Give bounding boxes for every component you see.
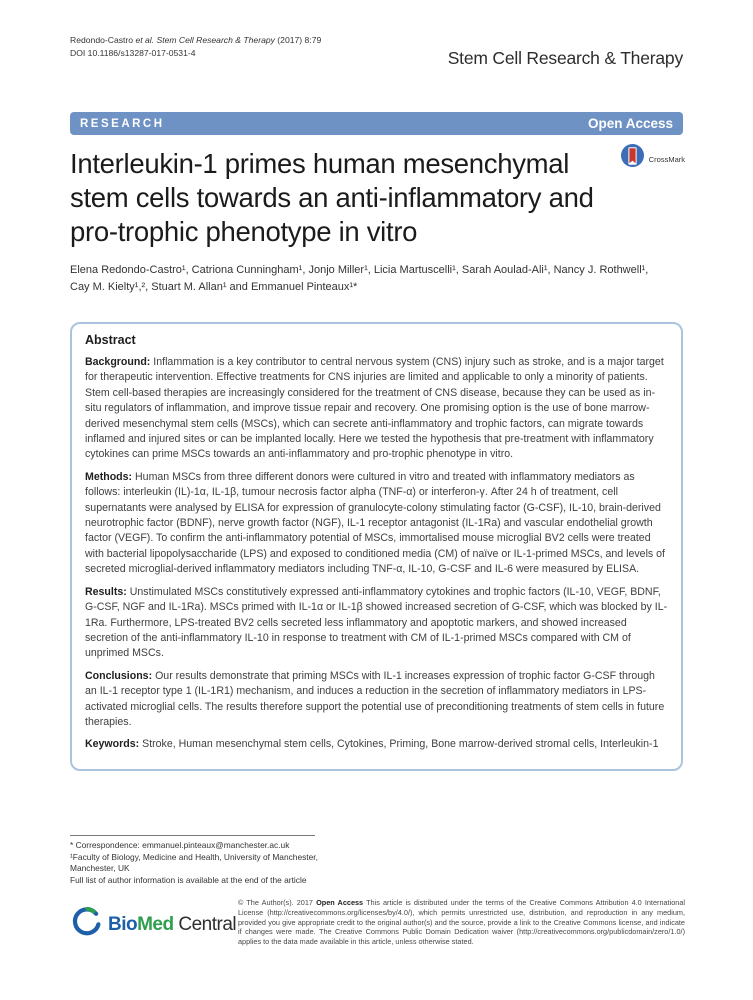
- publisher-strip: [70, 898, 685, 947]
- citation-block: [70, 34, 321, 60]
- citation-suffix: (2017) 8:79: [274, 35, 322, 45]
- abstract-heading: Abstract: [85, 333, 136, 347]
- correspondence-line: * Correspondence: emmanuel.pinteaux@manchester.ac.uk: [70, 840, 290, 850]
- abstract-methods-text: Human MSCs from three different donors were cultured in vitro and treated with inflammatory mediators as follows: interleukin (IL)-1α, IL-1β, tumour necrosis factor alpha (TNF-α) or interferon-γ. After 24 h of treatment, cell supernatants were analysed by ELISA for expression of granulocyte-colony stimulating factor (G-CSF), IL-10, brain-derived neurotrophic factor (BDNF), nerve growth factor (NGF), IL-1 receptor antagonist (IL-1Ra) and vascular endothelial growth factor (VEGF). To confirm the anti-inflammatory potential of MSCs, immortalised mouse microglial BV2 cells were treated with bacterial lipopolysaccharide (LPS) and exposed to conditioned media (CM) of naïve or IL-1-primed MSCs, and levels of secreted microglial-derived inflammatory mediators including TNF-α, IL-10, G-CSF and IL-6 were measured by ELISA.: [85, 470, 665, 576]
- copyright-prefix: © The Author(s). 2017: [238, 898, 317, 907]
- biomed-central-wordmark: [108, 914, 236, 936]
- abstract-methods-label: Methods:: [85, 470, 133, 483]
- logo-central-text: Central: [173, 914, 237, 935]
- abstract-conclusions-label: Conclusions:: [85, 669, 153, 682]
- abstract-background-text: Inflammation is a key contributor to central nervous system (CNS) injury such as stroke, and is a major target for therapeutic intervention. Effective treatments for CNS injuries are limited and applicable to only a minority of patients. Stem cell-based therapies are increasingly considered for the treatment of CNS disease, because they can be used as in-situ regulators of inflammation, and improve tissue repair and recovery. One promising option is the use of bone marrow-derived mesenchymal stem cells (MSCs), which can secrete anti-inflammatory and trophic factors, can migrate towards inflamed and injured sites or can be implanted locally. Here we tested the hypothesis that pre-treatment with inflammatory cytokines can prime MSCs towards an anti-inflammatory and pro-trophic phenotype in vitro.: [85, 356, 664, 461]
- abstract-results: [85, 585, 668, 662]
- logo-bio-text: Bio: [108, 914, 138, 935]
- citation-journal-italic: et al. Stem Cell Research & Therapy: [135, 35, 275, 45]
- abstract-results-text: Unstimulated MSCs constitutively expressed anti-inflammatory cytokines and trophic factors (IL-10, VEGF, BDNF, G-CSF, NGF and IL-1Ra). MSCs primed with IL-1α or IL-1β showed increased secretion of G-CSF, which was blocked by IL-1Ra. Furthermore, LPS-treated BV2 cells secreted less inflammatory and apoptotic markers, and showed increased secretion of the anti-inflammatory IL-10 in response to treatment with CM of IL-1-primed MSCs compared with CM of unprimed MSCs.: [85, 585, 668, 660]
- abstract-conclusions: [85, 669, 668, 731]
- footnote-divider: [70, 835, 315, 836]
- abstract-background-label: Background:: [85, 356, 151, 368]
- abstract-keywords: [85, 737, 668, 752]
- citation-line: [70, 34, 321, 47]
- logo-med-text: Med: [137, 914, 174, 935]
- banner-category-label: RESEARCH: [80, 117, 165, 130]
- copyright-open-access: Open Access: [316, 898, 364, 907]
- open-access-label: Open Access: [587, 116, 673, 131]
- doi-line: DOI 10.1186/s13287-017-0531-4: [70, 48, 196, 58]
- abstract-results-label: Results:: [85, 585, 127, 598]
- abstract-box: [70, 322, 683, 771]
- article-title: Interleukin-1 primes human mesenchymal stem cells towards an anti-inflammatory and pro-trophic phenotype in vitro: [70, 148, 594, 247]
- citation-prefix: Redondo-Castro: [70, 35, 136, 45]
- journal-name: Stem Cell Research & Therapy: [447, 48, 683, 68]
- crossmark-label: CrossMark: [648, 154, 685, 164]
- crossmark-badge[interactable]: [620, 143, 685, 175]
- footnote-block: [70, 835, 320, 886]
- biomed-central-circle-icon: [70, 906, 103, 944]
- crossmark-icon: [620, 143, 645, 175]
- abstract-keywords-label: Keywords:: [85, 738, 140, 751]
- author-info-note: Full list of author information is available at the end of the article: [70, 874, 307, 885]
- affiliation-line: ¹Faculty of Biology, Medicine and Health, University of Manchester, Manchester, UK: [70, 851, 318, 874]
- category-banner: [70, 112, 683, 135]
- copyright-notice: [238, 898, 685, 947]
- abstract-keywords-text: Stroke, Human mesenchymal stem cells, Cytokines, Priming, Bone marrow-derived stromal cells, Interleukin-1: [142, 738, 659, 751]
- biomed-central-logo: [70, 906, 237, 944]
- abstract-background: [85, 355, 668, 463]
- abstract-methods: [85, 470, 668, 578]
- copyright-body: This article is distributed under the terms of the Creative Commons Attribution 4.0 International License (http://creativecommons.org/licenses/by/4.0/), which permits unrestricted use, distribution, and reproduction in any medium, provided you give appropriate credit to the original author(s) and the source, provide a link to the Creative Commons license, and indicate if changes were made. The Creative Commons Public Domain Dedication waiver (http://creativecommons.org/publicdomain/zero/1.0/) applies to the data made available in this article, unless otherwise stated.: [238, 898, 686, 947]
- page-header: [70, 34, 683, 69]
- abstract-conclusions-text: Our results demonstrate that priming MSCs with IL-1 increases expression of trophic factor G-CSF through an IL-1 receptor type 1 (IL-1R1) mechanism, and induces a reduction in the secretion of inflammatory mediators in LPS-activated microglial cells. The results therefore support the potential use of preconditioning treatments of stem cells in future therapies.: [85, 669, 665, 728]
- author-list: Elena Redondo-Castro¹, Catriona Cunningham¹, Jonjo Miller¹, Licia Martuscelli¹, Sarah Aoulad-Ali¹, Nancy J. Rothwell¹, Cay M. Kielty¹,², Stuart M. Allan¹ and Emmanuel Pinteaux¹*: [70, 264, 649, 293]
